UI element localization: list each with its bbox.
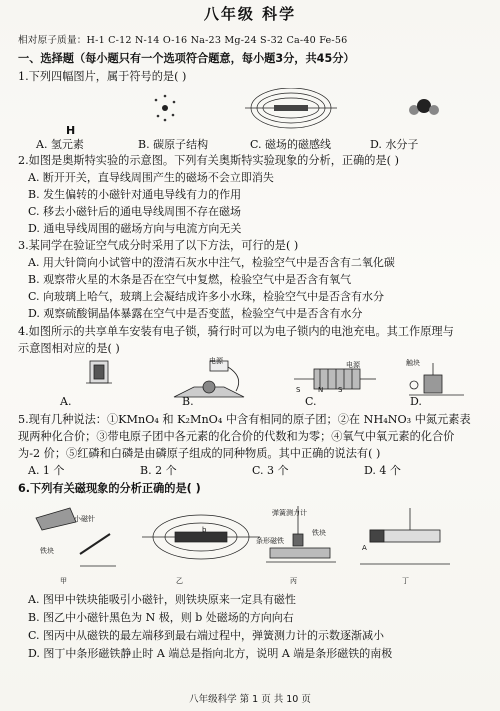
q4-stem-line1: 4.如图所示的共享单车安装有电子锁，骑行时可以为电子锁内的电池充电。其工作原理与 [18, 325, 454, 338]
q6-option-a: A. 图甲中铁块能吸引小磁针，则铁块原来一定具有磁性 [28, 593, 296, 606]
hydrogen-symbol: H [66, 124, 76, 137]
electromagnet-figure-c [294, 369, 376, 389]
q5-line1: 5.现有几种说法：①KMnO₄ 和 K₂MnO₄ 中含有相同的原子团；②在 NH₄NO₃ 中氮元素表 [18, 413, 471, 426]
q4-option-c: C. [305, 395, 317, 408]
q2-option-b: B. 发生偏转的小磁针对通电导线有力的作用 [28, 188, 242, 201]
q4-label-touch: 触块 [406, 359, 420, 367]
q1-option-d: D. 水分子 [370, 138, 419, 151]
q5-line2: 现两种化合价；③带电原子团中各元素的化合价的代数和为零；④氧气中氧元素的化合价 [18, 430, 455, 443]
q5-line3: 为-2 价；⑤红磷和白磷是由磷原子组成的同种物质。其中正确的说法有( ) [18, 447, 381, 460]
q2-option-d: D. 通电导线周围的磁场方向与电流方向无关 [28, 222, 242, 235]
q6-stem: 6.下列有关磁现象的分析正确的是( ) [18, 482, 201, 495]
q4-label-s: S [296, 386, 301, 394]
magnetic-field-lines-figure [245, 88, 337, 128]
q4-label-power-c: 电源 [346, 361, 360, 369]
q1-figures [30, 88, 470, 132]
q2-stem: 2.如图是奥斯特实验的示意图。下列有关奥斯特实验现象的分析，正确的是( ) [18, 154, 399, 167]
motor-figure-b [174, 361, 244, 397]
q4-option-a: A. [60, 395, 72, 408]
carbon-atom-figure [155, 95, 176, 122]
section-heading: 一、选择题（每小题只有一个选项符合题意，每小题3分，共45分） [18, 52, 355, 65]
q4-option-b: B. [182, 395, 194, 408]
q6-label-b: b [202, 526, 207, 534]
q6-caption-jia: 甲 [60, 577, 67, 585]
q1-option-b: B. 碳原子结构 [138, 138, 209, 151]
water-molecule-figure [409, 99, 439, 115]
q1-stem: 1.下列四幅图片，属于符号的是( ) [18, 70, 187, 83]
q6-caption-yi: 乙 [176, 577, 183, 585]
q4-option-d: D. [410, 395, 422, 408]
q4-label-s2: S [338, 386, 343, 394]
q6-label-iron-bing: 铁块 [312, 529, 326, 537]
atomic-mass-line: 相对原子质量：H-1 C-12 N-14 O-16 Na-23 Mg-24 S-32 Ca-40 Fe-56 [18, 35, 348, 46]
q6-label-spring: 弹簧测力计 [272, 509, 307, 517]
q3-option-a: A. 用大针筒向小试管中的澄清石灰水中注气，检验空气中是否含有二氧化碳 [28, 256, 395, 269]
figure-ding [360, 508, 450, 564]
q3-option-b: B. 观察带火星的木条是否在空气中复燃，检验空气中是否含有氧气 [28, 273, 352, 286]
q4-label-n: N [318, 386, 324, 394]
q3-stem: 3.某同学在验证空气成分时采用了以下方法，可行的是( ) [18, 239, 299, 252]
page-title: 八年级 科学 [203, 5, 297, 23]
q4-stem-line2: 示意图相对应的是( ) [18, 342, 120, 355]
q6-figures [30, 504, 470, 576]
q6-caption-bing: 丙 [290, 577, 297, 585]
q6-label-bar: 条形磁铁 [256, 537, 284, 545]
q3-option-d: D. 观察硫酸铜晶体暴露在空气中是否变蓝，检验空气中是否含有水分 [28, 307, 363, 320]
q3-option-c: C. 向玻璃上哈气，玻璃上会凝结成许多小水珠，检验空气中是否含有水分 [28, 290, 385, 303]
q6-label-small-magnet: 小磁针 [74, 515, 95, 523]
q6-caption-ding: 丁 [402, 577, 409, 585]
q2-option-a: A. 断开开关，直导线周围产生的磁场不会立即消失 [28, 171, 274, 184]
q5-option-b: B. 2 个 [140, 464, 177, 477]
q5-option-c: C. 3 个 [252, 464, 289, 477]
q5-option-a: A. 1 个 [28, 464, 65, 477]
q6-option-b: B. 图乙中小磁针黑色为 N 极，则 b 处磁场的方向向右 [28, 611, 294, 624]
figure-yi [142, 515, 260, 559]
q6-label-iron-jia: 铁块 [40, 547, 54, 555]
lock-figure-a [86, 361, 112, 383]
q1-option-c: C. 磁场的磁感线 [250, 138, 332, 151]
q6-label-a: A [362, 544, 367, 552]
q5-option-d: D. 4 个 [364, 464, 401, 477]
q4-label-power-b: 电源 [209, 357, 223, 365]
q2-option-c: C. 移去小磁针后的通电导线周围不存在磁场 [28, 205, 242, 218]
page-footer: 八年级科学 第 1 页 共 10 页 [189, 694, 311, 705]
q1-option-a: A. 氢元素 [36, 138, 84, 151]
q6-option-d: D. 图丁中条形磁铁静止时 A 端总是指向北方，说明 A 端是条形磁铁的南极 [28, 647, 393, 660]
q6-option-c: C. 图丙中从磁铁的最左端移到最右端过程中，弹簧测力计的示数逐渐减小 [28, 629, 385, 642]
